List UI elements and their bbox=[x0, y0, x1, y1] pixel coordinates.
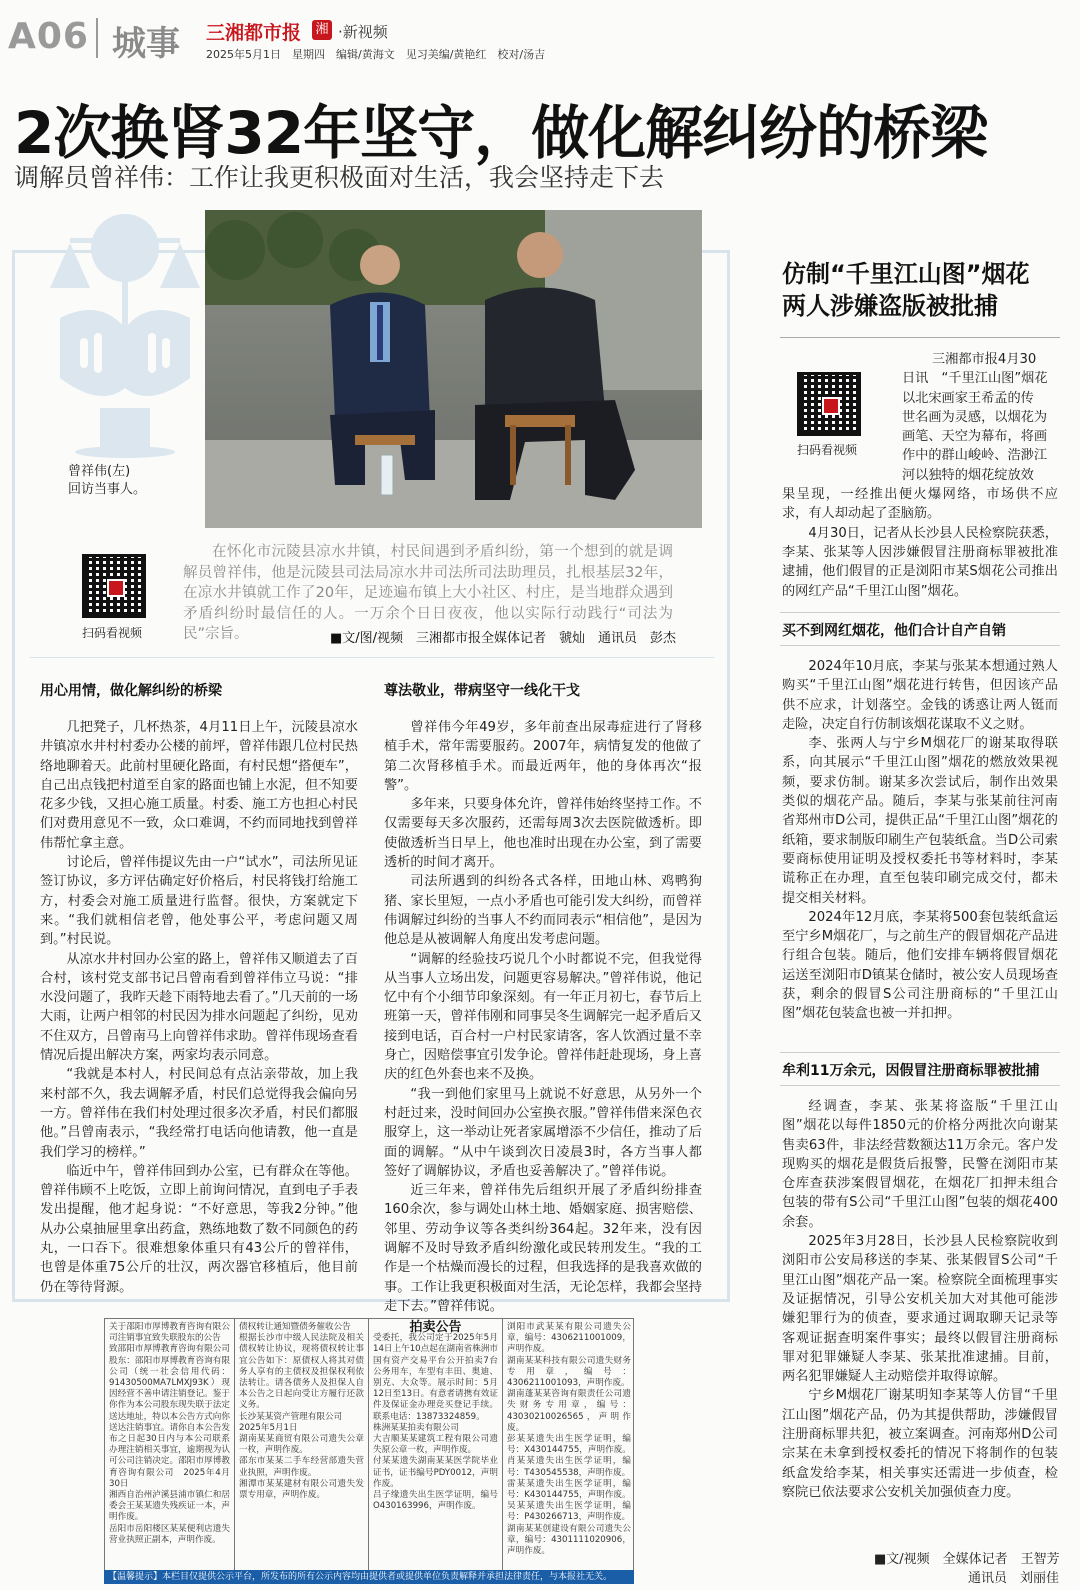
ad-text: 关于邵阳市厚博教育咨询有限公司注销事宜致失联股东的公告 致邵阳市厚博教育咨询有限公司股东：邵阳市厚博教育咨询有限公司（统一社会信用代码：91430500MA7LMXJ93K）现因经营不善申请注销登记。鉴于你作为本公司股东现失联于法定送达地址，特以本公告方式向你送达注销事宜。请你自本公告发布之日起30日内与本公司联系办理注销相关事宜，逾期视为认可公司注销决定。邵阳市厚博教育咨询有限公司 2025年4月30日 湘西自治州泸溪县浦市镇仁和居委会王某某遗失残疾证一本，声明作废。 岳阳市岳阳楼区某某便利店遗失营业执照正副本，声明作废。 bbox=[109, 1322, 230, 1545]
paragraph: 从凉水井村回办公室的路上，曾祥伟又顺道去了百合村，该村党支部书记吕曾南看到曾祥伟立马说：“排水没问题了，我昨天趁下雨特地去看了。”几天前的一场大雨，让两户相邻的村民因为排水问题起了纠纷，见劝不住双方，吕曾南马上向曾祥伟求助。曾祥伟现场查看情况后提出解决方案，两家均表示同意。 bbox=[40, 951, 358, 1064]
paragraph: 4月30日，记者从长沙县人民检察院获悉，李某、张某等人因涉嫌假冒注册商标罪被批准逮捕，他们假冒的正是浏阳市某S烟花公司推出的网红产品“千里江山图”烟花。 bbox=[782, 525, 1058, 599]
divider bbox=[780, 612, 1060, 613]
side-byline-1: ■文/视频 全媒体记者 王智芳 bbox=[874, 1552, 1060, 1567]
divider bbox=[780, 645, 1060, 646]
brand-logo-icon: 湘 bbox=[312, 20, 332, 40]
section1-body bbox=[40, 718, 358, 1297]
section1-title: 用心用情，做化解纠纷的桥梁 bbox=[40, 683, 222, 699]
section2-body bbox=[384, 718, 702, 1316]
side-byline-2: 通讯员 刘丽佳 bbox=[968, 1571, 1060, 1586]
ad-column-3 bbox=[369, 1319, 503, 1575]
ads-disclaimer-bar: 【温馨提示】本栏目仅提供公示平台，所发布的所有公示内容均由提供者或提供单位负责解释并承担法律责任，与本报社无关。 bbox=[104, 1570, 634, 1584]
handshake-scale-illustration-icon bbox=[40, 208, 210, 458]
photo-caption bbox=[68, 463, 178, 499]
side-title-line2: 两人涉嫌盗版被批捕 bbox=[782, 292, 998, 320]
qr-code-icon[interactable] bbox=[82, 554, 146, 618]
side-intro-line: 河以独特的烟花绽放效 bbox=[902, 467, 1034, 483]
side-qr-code-label: 扫码看视频 bbox=[797, 443, 858, 457]
paragraph: 2024年12月底，李某将500套包装纸盒运至宁乡M烟花厂，与之前生产的假冒烟花产品进行组合包装。随后，他们安排车辆将假冒烟花运送至浏阳市D镇某仓储时，被公安人员现场查获，剩余的假冒S公司注册商标的“千里江山图”烟花包装盒也被一并扣押。 bbox=[782, 909, 1058, 1022]
side-intro-line: 世名画为灵感，以烟花为 bbox=[902, 409, 1048, 425]
paragraph: 讨论后，曾祥伟提议先由一户“试水”，司法所见证签订协议，多方评估确定好价格后，村民将钱打给施工方，村委会对施工质量进行监督。很快，方案就定下来。“我们就相信老曾，他处事公平，考虑问题又周到。”村民说。 bbox=[40, 855, 358, 948]
side-intro bbox=[782, 350, 1058, 601]
divider bbox=[780, 337, 1060, 338]
side-sub2-title: 牟利11万余元，因假冒注册商标罪被批捕 bbox=[782, 1063, 1040, 1079]
classified-ads bbox=[104, 1318, 634, 1574]
paragraph: 多年来，只要身体允许，曾祥伟始终坚持工作。不仅需要每天多次服药，还需每周3次去医院做透析。即使做透析当日早上，他也准时出现在办公室，到了需要透析的时间才离开。 bbox=[384, 797, 702, 871]
section-name: 城事 bbox=[112, 24, 180, 64]
ad-text: 受委托，我公司定于2025年5月14日上午10点起在湖南省株洲市国有资产交易平台公开拍卖7台公务用车，车型有丰田、奥迪、别克、大众等。展示时间：5月12日至13日。有意者请携有效证件及保证金办理竞买登记手续。联系电话：13873324859。 株洲某某拍卖有限公司 大吉顺某某建筑工程有限公司遗失原公章一枚，声明作废。 付某某遗失湖南某某医学院毕业证书，证书编号PDY0012，声明作废。 吕子缘遗失出生医学证明，编号O430163996，声明作废。 bbox=[373, 1333, 498, 1512]
paragraph: 宁乡M烟花厂谢某明知李某等人仿冒“千里江山图”烟花产品，仍为其提供帮助，涉嫌假冒注册商标罪共犯，被立案调查。河南郑州D公司宗某在未拿到授权委托的情况下将制作的包装纸盒发给李某，相关事实还需进一步侦查，检察院已依法要求公安机关加强侦查力度。 bbox=[782, 1388, 1058, 1500]
issue-meta: 2025年5月1日 星期四 编辑/黄海文 见习美编/黄艳红 校对/汤吉 bbox=[206, 48, 546, 61]
side-sub1-body bbox=[782, 657, 1058, 1024]
paragraph: 经调查，李某、张某将盗版“千里江山图”烟花以每件1850元的价格分两批次向谢某售卖63件，非法经营数额达11万余元。客户发现购买的烟花是假货后报警，民警在浏阳市某仓库查获涉案假冒烟花，在烟花厂扣押未组合包装的带有S公司“千里江山图”包装的烟花400余套。 bbox=[782, 1099, 1058, 1230]
article-photo bbox=[205, 210, 702, 528]
paragraph: 司法所遇到的纠纷各式各样，田地山林、鸡鸭狗猪、家长里短，一点小矛盾也可能引发大纠纷，而曾祥伟调解过纠纷的当事人不约而同表示“相信他”，是因为他总是从被调解人角度出发考虑问题。 bbox=[384, 874, 702, 948]
paragraph: 几把凳子，几杯热茶，4月11日上午，沅陵县凉水井镇凉水井村村委办公楼的前坪，曾祥伟跟几位村民热络地聊着天。此前村里硬化路面，有村民想“搭便车”，自己出点钱把村道至自家的路面也铺上水泥，但不知要花多少钱，又担心施工质量。村委、施工方也担心村民们对费用意见不一致，众口难调，不约而同地找到曾祥伟帮忙拿主意。 bbox=[40, 720, 358, 851]
ad-column-1 bbox=[105, 1319, 235, 1575]
ad-text: 债权转让通知暨债务催收公告 根据长沙市中级人民法院及相关债权转让协议，现将债权转让事宜公告如下：原债权人将其对债务人享有的主债权及担保权利依法转让。请各债务人及担保人自本公告之日起向受让方履行还款义务。 长沙某某资产管理有限公司 2025年5月1日 湖南某某商贸有限公司遗失公章一枚，声明作废。 邵东市某某二手车经营部遗失营业执照，声明作废。 湘潭市某某建材有限公司遗失发票专用章，声明作废。 bbox=[239, 1322, 364, 1501]
masthead bbox=[8, 6, 1072, 66]
side-intro-line: 以北宋画家王希孟的传 bbox=[902, 390, 1034, 406]
brand-video-label: ·新视频 bbox=[338, 23, 388, 41]
side-intro-rest: 果呈现，一经推出便火爆网络，市场供不应求，有人却动起了歪脑筋。 bbox=[782, 487, 1058, 522]
side-sub2-body bbox=[782, 1097, 1058, 1502]
masthead-divider bbox=[96, 18, 98, 58]
ad-column-2 bbox=[235, 1319, 369, 1575]
paragraph: “调解的经验技巧说几个小时都说不完，但我觉得从当事人立场出发，问题更容易解决。”曾祥伟说，他记忆中有个小细节印象深刻。有一年正月初七，春节后上班第一天，曾祥伟刚和同事吴冬生调解完一起矛盾后又接到电话，百合村一户村民家请客，客人饮酒过量不幸身亡，因赔偿事宜引发争论。曾祥伟赶赴现场，身上喜庆的红色外套也来不及换。 bbox=[384, 951, 702, 1083]
side-intro-line: 画笔、天空为幕布，将画 bbox=[902, 429, 1048, 445]
paragraph: “我一到他们家里马上就说不好意思，从另外一个村赶过来，没时间回办公室换衣服。”曾祥伟借来深色衣服穿上，这一举动让死者家属增添不少信任，推动了后面的调解。“从中午谈到次日凌晨3时，各方当事人都签好了调解协议，矛盾也妥善解决了。”曾祥伟说。 bbox=[384, 1086, 702, 1179]
divider bbox=[780, 1052, 1060, 1053]
side-intro-line: 日讯 “千里江山图”烟花 bbox=[902, 371, 1048, 387]
paragraph: 曾祥伟今年49岁，多年前查出尿毒症进行了肾移植手术，常年需要服药。2007年，病情复发的他做了第二次肾移植手术。而最近两年，他的身体再次“报警”。 bbox=[384, 720, 702, 793]
auction-notice-title: 拍卖公告 bbox=[409, 1320, 462, 1335]
side-intro-line1: 三湘都市报4月30 bbox=[932, 352, 1037, 367]
photo-caption-text: 曾祥伟(左) 回访当事人。 bbox=[68, 464, 147, 497]
newspaper-brand: 三湘都市报 bbox=[206, 22, 302, 44]
divider bbox=[30, 657, 714, 658]
subheadline: 调解员曾祥伟：工作让我更积极面对生活，我会坚持走下去 bbox=[14, 163, 665, 192]
article-byline: ■文/图/视频 三湘都市报全媒体记者 虢灿 通讯员 彭杰 bbox=[330, 631, 677, 646]
side-intro-narrow bbox=[782, 369, 1058, 485]
side-title-line1: 仿制“千里江山图”烟花 bbox=[782, 260, 1030, 288]
ad-column-4 bbox=[503, 1319, 635, 1575]
article-lead: 在怀化市沅陵县凉水井镇，村民间遇到矛盾纠纷，第一个想到的就是调解员曾祥伟，他是沅陵县司法局凉水井司法所司法助理员，扎根基层32年，在凉水井镇就工作了20年，足迹遍布镇上大小社区、村庄，是当地群众遇到矛盾纠纷时最信任的人。一万余个日日夜夜，他以实际行动践行“司法为民”宗旨。 bbox=[183, 544, 673, 643]
side-article-title bbox=[782, 258, 1030, 322]
paragraph: 临近中午，曾祥伟回到办公室，已有群众在等他。曾祥伟顾不上吃饭，立即上前询问情况，直到电子手表发出提醒，他才起身说：“不好意思，等我2分钟。”他从办公桌抽屉里拿出药盒，熟练地数了数不同颜色的药丸，一口吞下。很难想象体重只有43公斤的曾祥伟，也曾是体重75公斤的壮汉，两次器官移植后，他目前仍在等待肾源。 bbox=[40, 1163, 358, 1295]
paragraph: 李、张两人与宁乡M烟花厂的谢某取得联系，向其展示“千里江山图”烟花的燃放效果视频，要求仿制。谢某多次尝试后，制作出效果类似的烟花产品。随后，李某与张某前往河南省郑州市D公司，提供正品“千里江山图”烟花的纸箱，要求制版印刷生产包装纸盒。当D公司索要商标使用证明及授权委托书等材料时，李某谎称正在办理，直至包装印刷完成交付，都未提交相关材料。 bbox=[782, 736, 1058, 906]
side-intro-line: 作中的群山峻岭、浩渺江 bbox=[902, 448, 1048, 464]
paragraph: 2024年10月底，李某与张某本想通过熟人购买“千里江山图”烟花进行转售，但因该产品供不应求，计划落空。金钱的诱惑让两人铤而走险，决定自行仿制该烟花谋取不义之财。 bbox=[782, 659, 1058, 732]
headline: 2次换肾32年坚守，做化解纠纷的桥梁 bbox=[14, 99, 988, 167]
qr-code-label: 扫码看视频 bbox=[82, 626, 143, 640]
side-sub1-title: 买不到网红烟花，他们合计自产自销 bbox=[782, 623, 1006, 639]
page-number: A06 bbox=[8, 16, 89, 57]
divider bbox=[780, 1085, 1060, 1086]
paragraph: 2025年3月28日，长沙县人民检察院收到浏阳市公安局移送的李某、张某假冒S公司“千里江山图”烟花产品一案。检察院全面梳理事实及证据情况，引导公安机关加大对其他可能涉嫌犯罪行为的侦查，要求通过调取聊天记录等客观证据查明案件事实；最终以假冒注册商标罪对犯罪嫌疑人李某、张某批准逮捕。目前，两名犯罪嫌疑人主动赔偿并取得谅解。 bbox=[782, 1234, 1058, 1385]
section2-title: 尊法敬业，带病坚守一线化干戈 bbox=[384, 683, 580, 699]
paragraph: 近三年来，曾祥伟先后组织开展了矛盾纠纷排查160余次，参与调处山林土地、婚姻家庭、损害赔偿、邻里、劳动争议等各类纠纷364起。32年来，没有因调解不及时导致矛盾纠纷激化或民转刑发生。“我的工作是一个枯燥而漫长的过程，但我选择的是我喜欢做的事。工作让我更积极面对生活，无论怎样，我都会坚持走下去。”曾祥伟说。 bbox=[384, 1183, 702, 1314]
paragraph: “我就是本村人，村民间总有点沾亲带故，加上我来村部不久，我去调解矛盾，村民们总觉得我会偏向另一方。曾祥伟在我们村处理过很多次矛盾，村民们都服他。”吕曾南表示，“我经常打电话向他请教，他一直是我们学习的榜样。” bbox=[40, 1067, 358, 1160]
ad-text: 浏阳市武某某有限公司遗失公章，编号：4306211001009，声明作废。 湖南某某科技有限公司遗失财务专用章，编号：4306211001093，声明作废。 湖南蓬某某咨询有限责任公司遗失财务专用章，编号：43030210026565，声明作废。 彭某某遗失出生医学证明，编号：X430144755，声明作废。 肖某某遗失出生医学证明，编号：T430545538，声明作废。 雷某某遗失出生医学证明，编号：K430144755，声明作废。 吴某某遗失出生医学证明，编号：P430266713，声明作废。 湖南某某创建设有限公司遗失公章，编号：4301111020906，声明作废。 bbox=[507, 1322, 631, 1557]
